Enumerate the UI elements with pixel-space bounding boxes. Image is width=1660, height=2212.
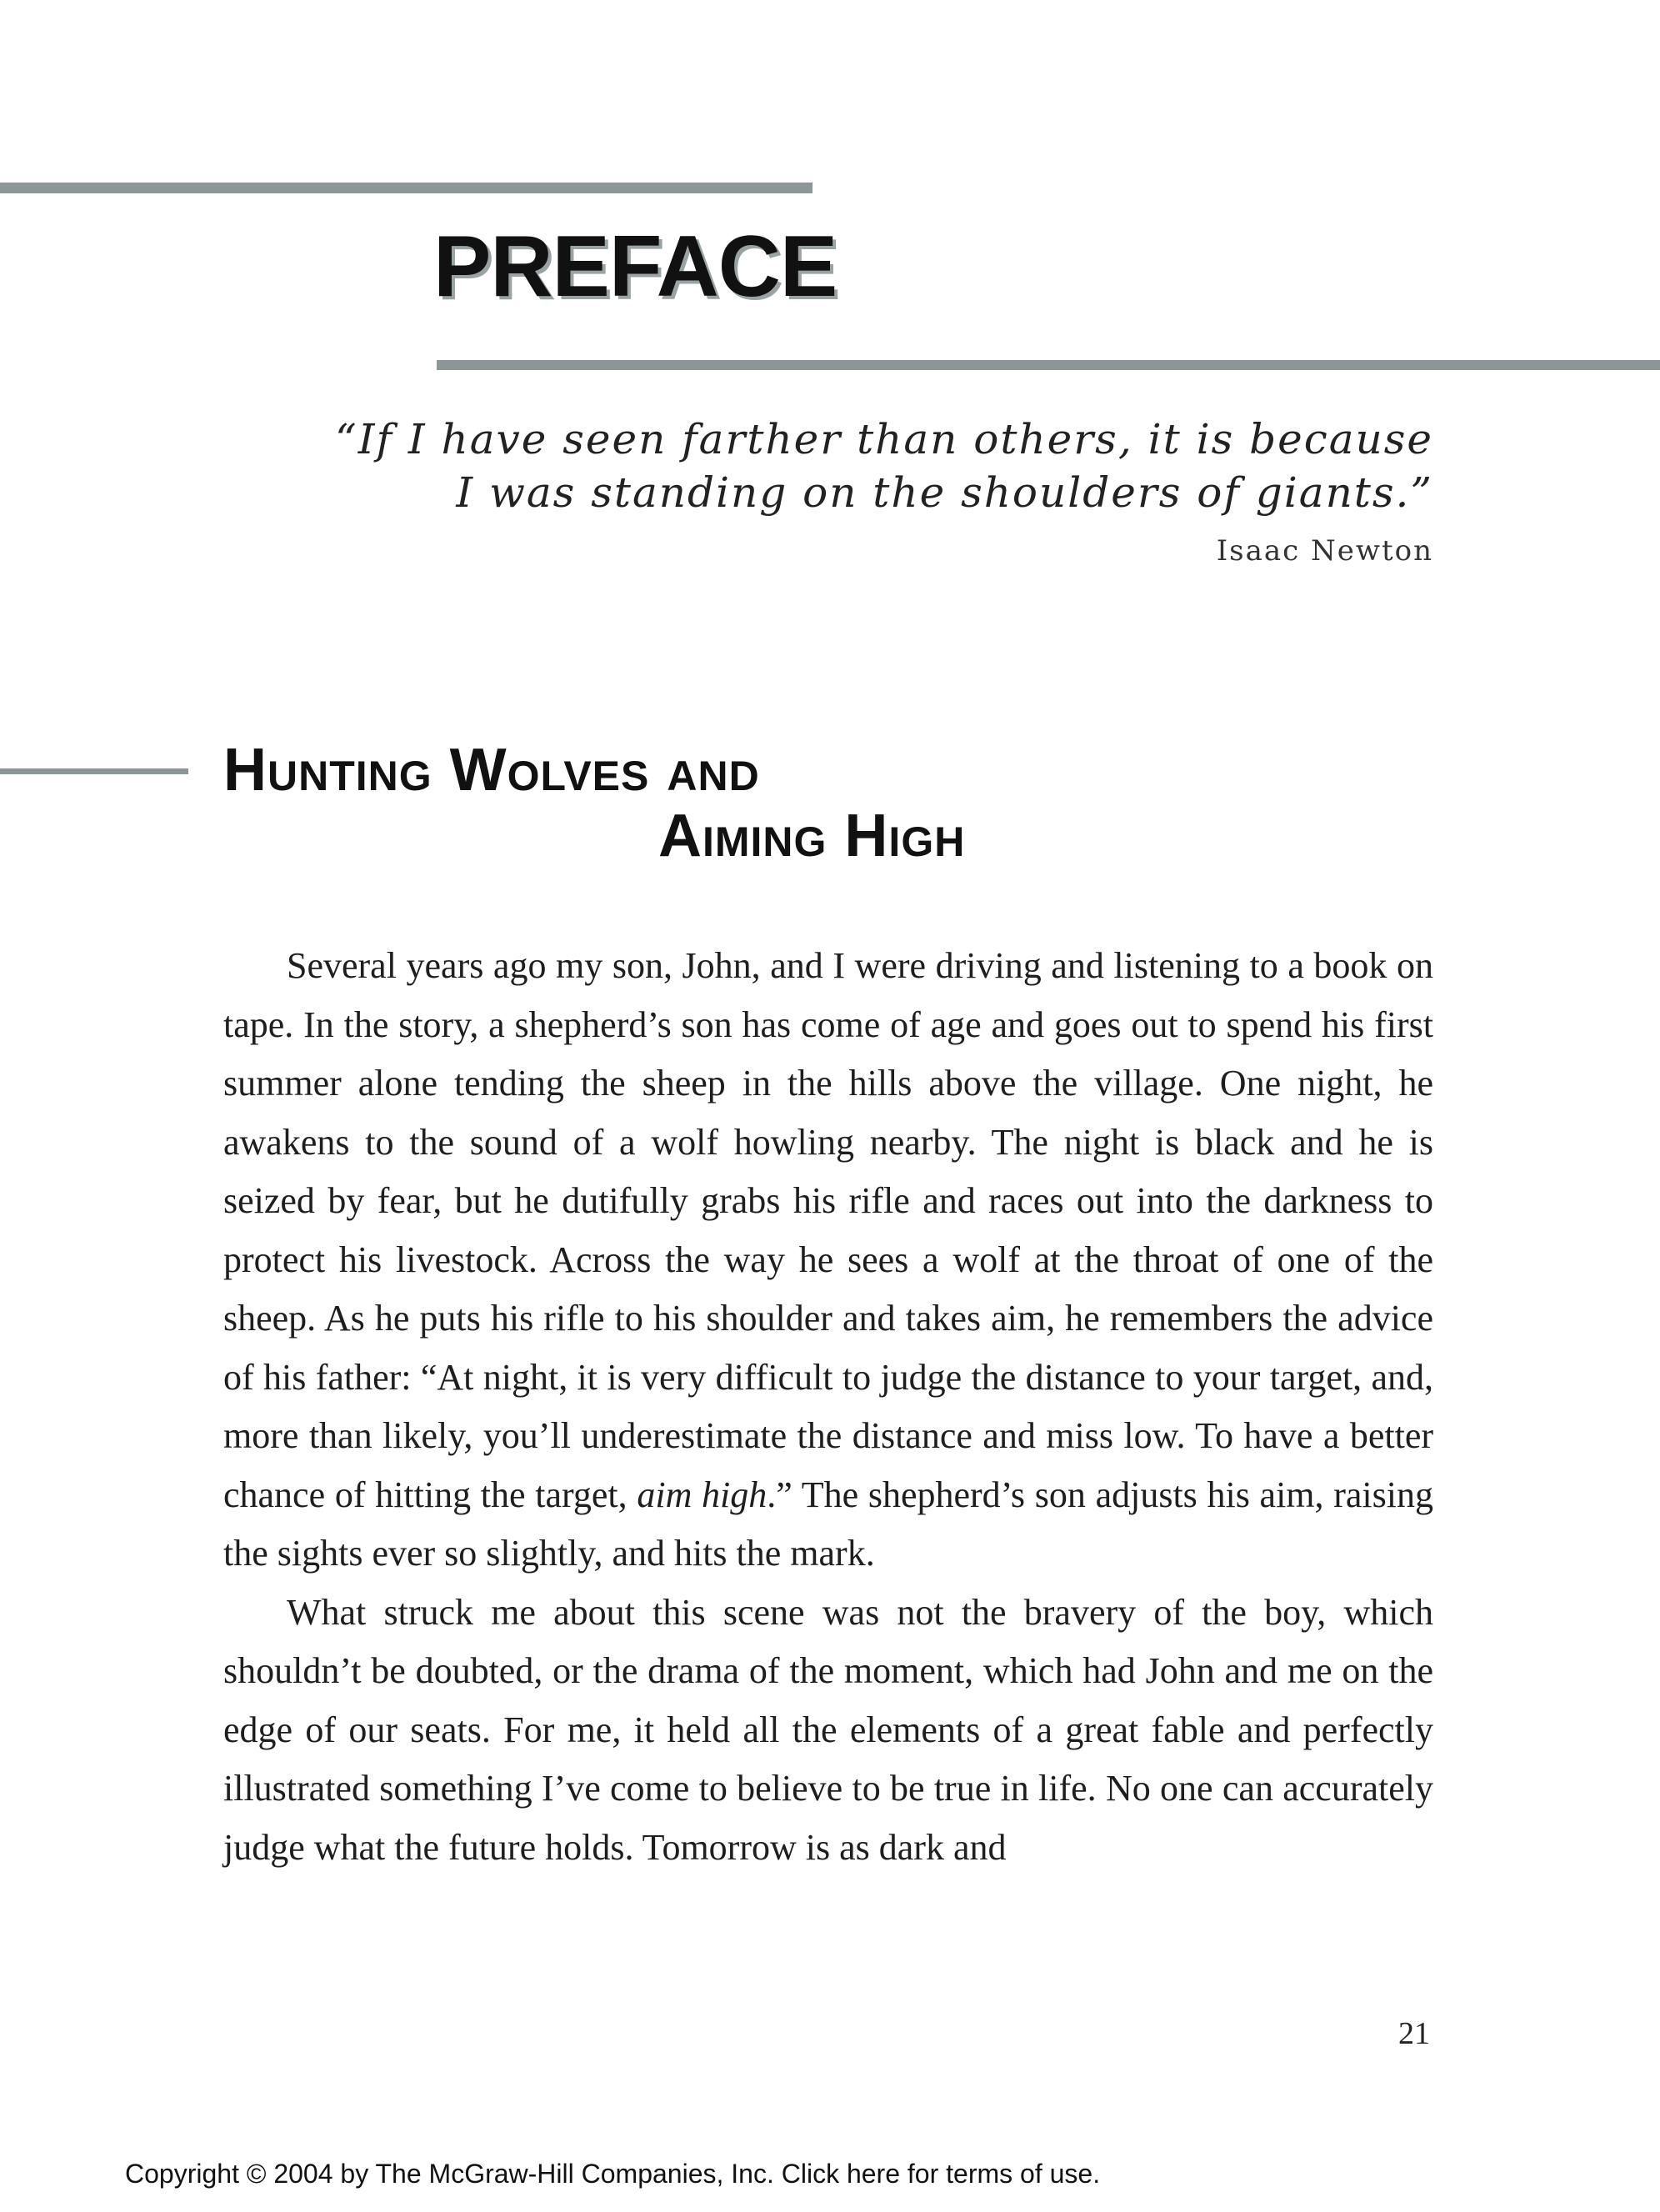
page-title: PREFACE [433, 218, 838, 315]
paragraph-2: What struck me about this scene was not the bravery of the boy, which shouldn’t be doubted, or the drama of the moment, which had John and me on the edge of our seats. For me, it held all the elements of a great fable and perfectly illustrated something I’ve come to believe to be true in life. No one can accurately judge what the future holds. Tomorrow is as dark and [223, 1591, 1433, 1868]
section-heading-line-2: Aiming High [658, 803, 966, 869]
section-heading-line-1: Hunting Wolves and [223, 737, 760, 803]
paragraph-1-text-b: .” The shepherd’s son adjusts his aim, raising the sights ever so slightly, and hits the mark. [223, 1474, 1433, 1574]
top-rule [0, 183, 812, 193]
epigraph-line-2: I was standing on the shoulders of giants.” [456, 468, 1433, 517]
epigraph-line-1: “If I have seen farther than others, it is because [335, 415, 1433, 463]
copyright-link[interactable]: Copyright © 2004 by The McGraw-Hill Companies, Inc. Click here for terms of use. [125, 2159, 1101, 2189]
paragraph-1-emphasis: aim high [637, 1474, 768, 1515]
epigraph-attribution: Isaac Newton [1216, 534, 1433, 568]
body-text [223, 937, 1433, 1877]
page-number: 21 [1398, 2016, 1430, 2051]
section-heading-rule [0, 768, 188, 774]
title-underline-rule [437, 360, 1660, 370]
paragraph-1-text-a: Several years ago my son, John, and I were driving and listening to a book on tape. In the story, a shepherd’s son has come of age and goes out to spend his first summer alone tending the sheep in the hills above the village. One night, he awakens to the sound of a wolf howling nearby. The night is black and he is seized by fear, but he dutifully grabs his rifle and races out into the darkness to protect his livestock. Across the way he sees a wolf at the throat of one of the sheep. As he puts his rifle to his shoulder and takes aim, he remembers the advice of his father: “At night, it is very difficult to judge the distance to your target, and, more than likely, you’ll underestimate the distance and miss low. To have a better chance of hitting the target, [223, 945, 1433, 1515]
paragraph-1 [223, 937, 1433, 1584]
